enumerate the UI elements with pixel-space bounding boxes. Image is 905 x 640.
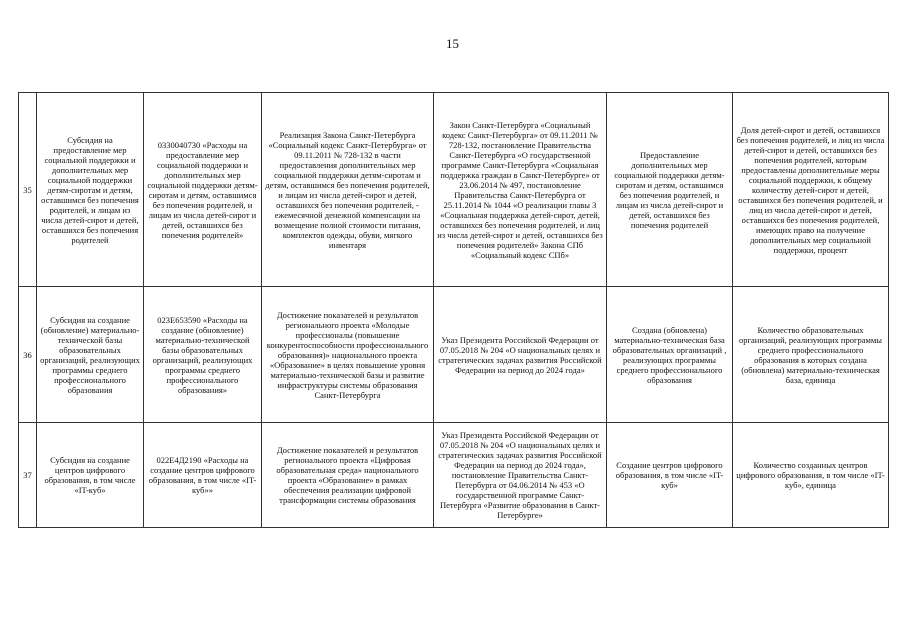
- legal-basis-cell: Закон Санкт-Петербурга «Социальный кодекс Санкт-Петербурга» от 09.11.2011 № 728-132, постановление Правительства Санкт-Петербурга «О государственной программе Санкт-Петербурга «Социальная поддержка граждан в Санкт-Петербурге» от 23.06.2014 № 497, постановление Правительства Санкт-Петербурга от 25.11.2014 № 1044 «О реализации главы 3 «Социальная поддержка детей-сирот, детей, оставшихся без попечения родителей, и лиц из числа детей-сирот и детей, оставшихся без попечения родителей» Закона СПб «Социальный кодекс СПб»: [434, 93, 607, 287]
- subsidy-table: [18, 92, 889, 528]
- budget-code-cell: 023Е653590 «Расходы на создание (обновление) материально-технической базы образовательных организаций, реализующих программы среднего профессионального образования»: [144, 287, 262, 423]
- purpose-cell: Достижение показателей и результатов регионального проекта «Молодые профессионалы (повышение конкурентоспособности профессионального образования)» национального проекта «Образование» в целях повышение уровня материально-технической базы и развитие инфраструктуры системы образования Санкт-Петербурга: [262, 287, 434, 423]
- subsidy-name-cell: Субсидия на предоставление мер социальной поддержки и дополнительных мер социальной поддержки детям-сиротам и детям, оставшимся без попечения родителей, и лицам из числа детей-сирот и детей, оставшихся без попечения родителей: [37, 93, 144, 287]
- table-row: [19, 93, 889, 287]
- purpose-cell: Достижение показателей и результатов регионального проекта «Цифровая образовательная среда» национального проекта «Образование» в рамках обеспечения реализации цифровой трансформации системы образования: [262, 423, 434, 528]
- indicator-cell: Количество образовательных организаций, реализующих программы среднего профессионального образования в которых создана (обновлена) материально-техническая база, единица: [733, 287, 889, 423]
- budget-code-cell: 022Е4Д2190 «Расходы на создание центров цифрового образования, в том числе «IT-куб»»: [144, 423, 262, 528]
- row-number: 36: [19, 287, 37, 423]
- indicator-cell: Количество созданных центров цифрового образования, в том числе «IT-куб», единица: [733, 423, 889, 528]
- subsidy-name-cell: Субсидия на создание (обновление) материально-технической базы образовательных организаций, реализующих программы среднего профессионального образования: [37, 287, 144, 423]
- purpose-cell: Реализация Закона Санкт-Петербурга «Социальный кодекс Санкт-Петербурга» от 09.11.2011 № 728-132 в части предоставления дополнительных мер социальной поддержки детям-сиротам и детям, оставшимся без попечения родителей, и лицам из числа детей-сирот и детей, оставшихся без попечения родителей, - ежемесячной денежной компенсации на возмещение полной стоимости питания, комплектов одежды, обуви, мягкого инвентаря: [262, 93, 434, 287]
- budget-code-cell: 0330040730 «Расходы на предоставление мер социальной поддержки и дополнительных мер социальной поддержки детям-сиротам и детям, оставшимся без попечения родителей, и лицам из числа детей-сирот и детей, оставшихся без попечения родителей»: [144, 93, 262, 287]
- row-number: 37: [19, 423, 37, 528]
- result-cell: Предоставление дополнительных мер социальной поддержки детям-сиротам и детям, оставшимся без попечения родителей, и лицам из числа детей-сирот и детей, оставшихся без попечения родителей: [607, 93, 733, 287]
- table-row: [19, 287, 889, 423]
- indicator-cell: Доля детей-сирот и детей, оставшихся без попечения родителей, и лиц из числа детей-сирот и детей, оставшихся без попечения родителей, которым предоставлены дополнительные меры социальной поддержки, к общему количеству детей-сирот и детей, оставшихся без попечения родителей, и лиц из числа детей-сирот и детей, оставшихся без попечения родителей, имеющих право на получение дополнительных мер социальной поддержки, процент: [733, 93, 889, 287]
- page-number: 15: [446, 36, 459, 51]
- row-number: 35: [19, 93, 37, 287]
- table-row: [19, 423, 889, 528]
- legal-basis-cell: Указ Президента Российской Федерации от 07.05.2018 № 204 «О национальных целях и стратегических задачах развития Российской Федерации на период до 2024 года»: [434, 287, 607, 423]
- legal-basis-cell: Указ Президента Российской Федерации от 07.05.2018 № 204 «О национальных целях и стратегических задачах развития Российской Федерации на период до 2024 года», постановление Правительства Санкт-Петербурга от 04.06.2014 № 453 «О государственной программе Санкт-Петербурга «Развитие образования в Санкт-Петербурге»: [434, 423, 607, 528]
- subsidy-name-cell: Субсидия на создание центров цифрового образования, в том числе «IT-куб»: [37, 423, 144, 528]
- result-cell: Создание центров цифрового образования, в том числе «IT-куб»: [607, 423, 733, 528]
- result-cell: Создана (обновлена) материально-техническая база образовательных организаций , реализующих программы среднего профессионального образования: [607, 287, 733, 423]
